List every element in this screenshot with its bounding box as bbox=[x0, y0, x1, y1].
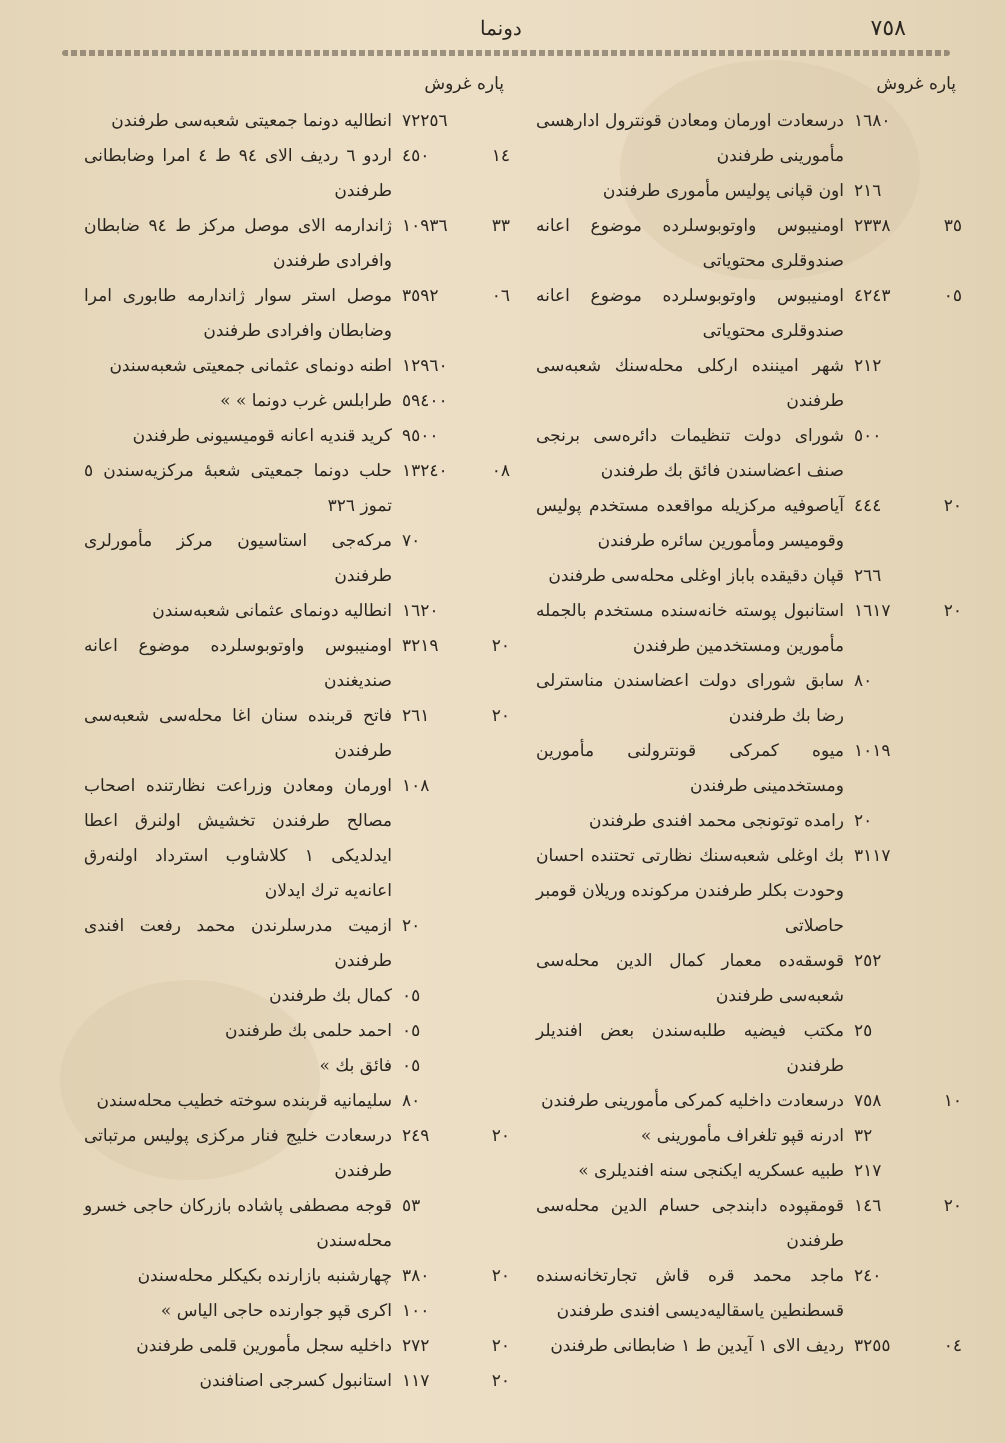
donor-description: فائق بك » bbox=[319, 1056, 392, 1076]
amount-cell bbox=[392, 699, 510, 734]
kurus-value: ٢١٦ bbox=[854, 181, 882, 201]
para-value: ٢٠ bbox=[943, 601, 962, 621]
ledger-entry bbox=[80, 629, 510, 699]
amount-cell bbox=[392, 139, 510, 174]
amount-cell bbox=[392, 769, 510, 804]
kurus-value: ٠٥ bbox=[402, 1021, 421, 1041]
ledger-entry bbox=[532, 804, 962, 839]
kurus-value: ١٣٢٤٠ bbox=[402, 461, 448, 481]
donor-description: ژاندارمه الای موصل مرکز ط ٩٤ ضابطان وافرادی طرفندن bbox=[84, 216, 392, 271]
ledger-entry bbox=[80, 1259, 510, 1294]
kurus-value: ٧٠ bbox=[402, 531, 421, 551]
kurus-value: ٣٢٥٥ bbox=[854, 1336, 891, 1356]
para-value bbox=[936, 944, 962, 979]
para-value bbox=[936, 839, 962, 874]
donor-description: سابق شورای دولت اعضاسندن مناسترلی رضا بك طرفندن bbox=[536, 671, 844, 726]
ledger-entry bbox=[532, 1154, 962, 1189]
amount-cell bbox=[844, 1259, 962, 1294]
kurus-value: ١٠١٩ bbox=[854, 741, 891, 761]
column-heading: پاره غروش bbox=[424, 74, 504, 94]
donor-description: طرابلس غرب دونما » » bbox=[220, 391, 392, 411]
donor-description: ردیف الای ١ آیدین ط ١ ضابطانی طرفندن bbox=[550, 1336, 844, 1356]
para-value: ٠٤ bbox=[943, 1336, 962, 1356]
donor-description: اردو ٦ ردیف الای ٩٤ ط ٤ امرا وضابطانی طرفندن bbox=[84, 146, 392, 201]
kurus-value: ٨٠ bbox=[402, 1091, 421, 1111]
kurus-value: ٣٢١٩ bbox=[402, 636, 439, 656]
amount-cell bbox=[844, 1084, 962, 1119]
para-value bbox=[936, 1154, 962, 1189]
kurus-value: ١٦١٧ bbox=[854, 601, 891, 621]
ledger-entry bbox=[532, 1259, 962, 1329]
amount-cell bbox=[844, 1014, 962, 1049]
donor-description: استانبول کسرجی اصنافندن bbox=[199, 1371, 392, 1391]
ledger-entry bbox=[80, 419, 510, 454]
amount-cell bbox=[392, 384, 510, 419]
donor-description: موصل استر سوار ژاندارمه طابوری امرا وضابطان وافرادی طرفندن bbox=[84, 286, 392, 341]
kurus-value: ٢٤٩ bbox=[402, 1126, 430, 1146]
entry-list bbox=[532, 104, 962, 1364]
donor-description: اومنیبوس واوتوبوسلرده موضوع اعانه صندوقلری محتویاتی bbox=[536, 216, 844, 271]
amount-cell bbox=[392, 594, 510, 629]
amount-cell bbox=[392, 1189, 510, 1224]
para-value bbox=[936, 174, 962, 209]
para-value bbox=[936, 804, 962, 839]
ledger-entry bbox=[80, 699, 510, 769]
ledger-entry bbox=[532, 559, 962, 594]
kurus-value: ٢٤٠ bbox=[854, 1266, 882, 1286]
para-value bbox=[936, 1119, 962, 1154]
donor-description: شورای دولت تنظیمات دائره‌سی برنجی صنف اعضاسندن فائق بك طرفندن bbox=[536, 426, 844, 481]
kurus-value: ٢٠ bbox=[854, 811, 873, 831]
para-value: ١٤ bbox=[491, 146, 510, 166]
para-value bbox=[484, 594, 510, 629]
donor-description: احمد حلمی بك طرفندن bbox=[225, 1021, 392, 1041]
left-column bbox=[80, 70, 510, 1399]
ledger-entry bbox=[80, 1294, 510, 1329]
amount-cell bbox=[392, 629, 510, 664]
donor-description: درسعادت داخلیه کمرکی مأمورینی طرفندن bbox=[541, 1091, 844, 1111]
amount-cell bbox=[844, 944, 962, 979]
amount-cell bbox=[392, 1084, 510, 1119]
para-value bbox=[484, 1014, 510, 1049]
para-value bbox=[936, 1259, 962, 1294]
ledger-entry bbox=[80, 769, 510, 909]
para-value: ٢٠ bbox=[491, 636, 510, 656]
entry-list bbox=[80, 104, 510, 1399]
para-value: ٢٠ bbox=[943, 1196, 962, 1216]
kurus-value: ٠٥ bbox=[402, 986, 421, 1006]
para-value: ١٠ bbox=[943, 1091, 962, 1111]
ledger-entry bbox=[532, 174, 962, 209]
amount-cell bbox=[844, 1119, 962, 1154]
para-value bbox=[484, 1049, 510, 1084]
para-value: ٢٠ bbox=[491, 1126, 510, 1146]
para-value: ٠٥ bbox=[943, 286, 962, 306]
donor-description: اون قپانی پولیس مأموری طرفندن bbox=[602, 181, 844, 201]
donor-description: شهر امیننده ارکلی محله‌سنك شعبه‌سی طرفندن bbox=[536, 356, 844, 411]
para-value: ٢٠ bbox=[491, 706, 510, 726]
para-value bbox=[484, 349, 510, 384]
amount-cell bbox=[392, 279, 510, 314]
para-value bbox=[936, 559, 962, 594]
para-value bbox=[484, 1294, 510, 1329]
amount-cell bbox=[392, 454, 510, 489]
amount-cell bbox=[392, 1119, 510, 1154]
kurus-value: ٢١٢ bbox=[854, 356, 882, 376]
donor-description: ازمیت مدرسلرندن محمد رفعت افندی طرفندن bbox=[84, 916, 392, 971]
para-value: ٣٥ bbox=[943, 216, 962, 236]
donor-description: کمال بك طرفندن bbox=[269, 986, 392, 1006]
header-rule bbox=[62, 50, 950, 56]
kurus-value: ١٦٢٠ bbox=[402, 601, 439, 621]
para-value bbox=[936, 419, 962, 454]
ledger-entry bbox=[532, 279, 962, 349]
donor-description: قومقپوده دابندجی حسام الدین محله‌سی طرفندن bbox=[536, 1196, 844, 1251]
para-value bbox=[484, 1189, 510, 1224]
kurus-value: ٤٥٠ bbox=[402, 146, 430, 166]
ledger-entry bbox=[80, 979, 510, 1014]
amount-cell bbox=[844, 489, 962, 524]
kurus-value: ٥٣ bbox=[402, 1196, 421, 1216]
amount-cell bbox=[844, 279, 962, 314]
donor-description: رامده توتونجی محمد افندی طرفندن bbox=[589, 811, 844, 831]
ledger-entry bbox=[80, 384, 510, 419]
donor-description: انطالیه دونما جمعیتی شعبه‌سی طرفندن bbox=[111, 111, 392, 131]
kurus-value: ٠٥ bbox=[402, 1056, 421, 1076]
page-number: ٧٥٨ bbox=[870, 16, 906, 41]
ledger-entry bbox=[532, 349, 962, 419]
ledger-entry bbox=[532, 1119, 962, 1154]
donor-description: داخلیه سجل مأمورین قلمی طرفندن bbox=[136, 1336, 392, 1356]
donor-description: انطالیه دونمای عثمانی شعبه‌سندن bbox=[152, 601, 392, 621]
kurus-value: ٥٩٤٠٠ bbox=[402, 391, 448, 411]
ledger-entry bbox=[532, 839, 962, 944]
ledger-entry bbox=[532, 664, 962, 734]
ledger-entry bbox=[532, 594, 962, 664]
kurus-value: ٤٢٤٣ bbox=[854, 286, 891, 306]
donor-description: کرید قندیه اعانه قومیسیونی طرفندن bbox=[132, 426, 392, 446]
donor-description: درسعادت اورمان ومعادن قونترول ادارهسی مأمورینی طرفندن bbox=[536, 111, 844, 166]
amount-cell bbox=[392, 1294, 510, 1329]
donor-description: حلب دونما جمعیتی شعبهٔ مرکزیه‌سندن ٥ تموز ٣٢٦ bbox=[84, 461, 392, 516]
para-value: ٢٠ bbox=[491, 1371, 510, 1391]
ledger-entry bbox=[80, 139, 510, 209]
donor-description: درسعادت خلیج فنار مرکزی پولیس مرتباتی طرفندن bbox=[84, 1126, 392, 1181]
ledger-entry bbox=[532, 489, 962, 559]
right-column bbox=[532, 70, 962, 1364]
ledger-entry bbox=[80, 1049, 510, 1084]
ledger-entry bbox=[532, 104, 962, 174]
ledger-entry bbox=[80, 1329, 510, 1364]
ledger-entry bbox=[80, 1119, 510, 1189]
kurus-value: ٢٥ bbox=[854, 1021, 873, 1041]
donor-description: مکتب فیضیه طلبه‌سندن بعض افندیلر طرفندن bbox=[536, 1021, 844, 1076]
ledger-entry bbox=[532, 944, 962, 1014]
kurus-value: ١٠٩٣٦ bbox=[402, 216, 448, 236]
amount-cell bbox=[844, 174, 962, 209]
page-header bbox=[60, 16, 946, 46]
kurus-value: ١٢٩٦٠ bbox=[402, 356, 448, 376]
amount-cell bbox=[844, 839, 962, 874]
amount-cell bbox=[844, 804, 962, 839]
amount-cell bbox=[392, 349, 510, 384]
kurus-value: ٧٥٨ bbox=[854, 1091, 882, 1111]
ledger-entry bbox=[80, 1189, 510, 1259]
para-value: ٢٠ bbox=[491, 1266, 510, 1286]
para-value bbox=[936, 664, 962, 699]
donor-description: قوسقه‌ده معمار کمال الدین محله‌سی شعبه‌سی طرفندن bbox=[536, 951, 844, 1006]
kurus-value: ٢٦٦ bbox=[854, 566, 882, 586]
amount-cell bbox=[844, 734, 962, 769]
donor-description: مرکه‌جی استاسیون مرکز مأمورلری طرفندن bbox=[84, 531, 392, 586]
amount-cell bbox=[392, 909, 510, 944]
kurus-value: ٣٨٠ bbox=[402, 1266, 430, 1286]
amount-cell bbox=[844, 1189, 962, 1224]
para-value bbox=[484, 104, 510, 139]
donor-description: میوه کمرکی قونترولنی مأمورین ومستخدمینی طرفندن bbox=[536, 741, 844, 796]
ledger-entry bbox=[532, 1329, 962, 1364]
donor-description: قوجه مصطفی پاشاده بازرکان حاجی خسرو محله‌سندن bbox=[84, 1196, 392, 1251]
donor-description: فاتح قربنده سنان اغا محله‌سی شعبه‌سی طرفندن bbox=[84, 706, 392, 761]
para-value bbox=[484, 909, 510, 944]
amount-cell bbox=[844, 419, 962, 454]
kurus-value: ٩٥٠٠ bbox=[402, 426, 439, 446]
kurus-value: ٢٧٢ bbox=[402, 1336, 430, 1356]
donor-description: بك اوغلی شعبه‌سنك نظارتی تحتنده احسان وحودت بکلر طرفندن مرکونده وریلان قومبر حاصلاتی bbox=[536, 846, 844, 936]
amount-cell bbox=[844, 1154, 962, 1189]
amount-cell bbox=[844, 594, 962, 629]
amount-cell bbox=[392, 1014, 510, 1049]
ledger-entry bbox=[80, 524, 510, 594]
donor-description: اورمان ومعادن وزراعت نظارتنده اصحاب مصالح طرفندن تخشیش اولنرق اعطا ایدلدیکی ١ کلاشاوب استرداد اولنه‌رق اعانه‌یه ترك ایدلان bbox=[84, 776, 392, 901]
para-value bbox=[936, 1014, 962, 1049]
para-value bbox=[484, 1084, 510, 1119]
kurus-value: ١١٧ bbox=[402, 1371, 430, 1391]
para-value: ٢٠ bbox=[491, 1336, 510, 1356]
para-value bbox=[936, 349, 962, 384]
kurus-value: ١٠٨ bbox=[402, 776, 430, 796]
ledger-entry bbox=[80, 209, 510, 279]
donor-description: ادرنه قپو تلغراف مأمورینی » bbox=[640, 1126, 844, 1146]
ledger-entry bbox=[532, 1084, 962, 1119]
kurus-value: ٣٢ bbox=[854, 1126, 873, 1146]
para-value: ٠٨ bbox=[491, 461, 510, 481]
kurus-value: ٤٤٤ bbox=[854, 496, 882, 516]
para-value bbox=[936, 104, 962, 139]
amount-cell bbox=[844, 664, 962, 699]
kurus-value: ١٠٠ bbox=[402, 1301, 430, 1321]
amount-cell bbox=[392, 1259, 510, 1294]
kurus-value: ٣٥٩٢ bbox=[402, 286, 439, 306]
amount-cell bbox=[392, 524, 510, 559]
para-value: ٢٠ bbox=[943, 496, 962, 516]
para-value bbox=[484, 384, 510, 419]
kurus-value: ٢٠ bbox=[402, 916, 421, 936]
para-value: ٣٣ bbox=[491, 216, 510, 236]
donor-description: طبیه عسکریه ایکنجی سنه افندیلری » bbox=[578, 1161, 844, 1181]
para-value bbox=[484, 979, 510, 1014]
amount-cell bbox=[392, 104, 510, 139]
kurus-value: ٥٠٠ bbox=[854, 426, 882, 446]
donor-description: اومنیبوس واوتوبوسلرده موضوع اعانه صندیغندن bbox=[84, 636, 392, 691]
kurus-value: ٢٥٢ bbox=[854, 951, 882, 971]
kurus-value: ٨٠ bbox=[854, 671, 873, 691]
amount-cell bbox=[844, 559, 962, 594]
donor-description: سلیمانیه قربنده سوخته خطیب محله‌سندن bbox=[96, 1091, 392, 1111]
amount-cell bbox=[392, 419, 510, 454]
ledger-entry bbox=[532, 209, 962, 279]
para-value: ٠٦ bbox=[491, 286, 510, 306]
donor-description: چهارشنبه بازارنده بکیکلر محله‌سندن bbox=[137, 1266, 392, 1286]
ledger-entry bbox=[80, 1014, 510, 1049]
para-value bbox=[484, 419, 510, 454]
kurus-value: ١٦٨٠ bbox=[854, 111, 891, 131]
ledger-entry bbox=[80, 104, 510, 139]
ledger-entry bbox=[80, 594, 510, 629]
donor-description: ماجد محمد قره قاش تجارتخانه‌سنده قسطنطین یاسقالیه‌دیسی افندی طرفندن bbox=[536, 1266, 844, 1321]
para-value bbox=[484, 524, 510, 559]
para-value bbox=[936, 734, 962, 769]
amount-cell bbox=[392, 979, 510, 1014]
kurus-value: ٣١١٧ bbox=[854, 846, 891, 866]
ledger-entry bbox=[80, 1084, 510, 1119]
ledger-entry bbox=[532, 734, 962, 804]
ledger-entry bbox=[532, 1189, 962, 1259]
ledger-entry bbox=[80, 454, 510, 524]
donor-description: قپان دقیقده باباز اوغلی محله‌سی طرفندن bbox=[548, 566, 844, 586]
donor-description: اومنیبوس واوتوبوسلرده موضوع اعانه صندوقلری محتویاتی bbox=[536, 286, 844, 341]
amount-cell bbox=[392, 1329, 510, 1364]
kurus-value: ٢٦١ bbox=[402, 706, 430, 726]
kurus-value: ١٤٦ bbox=[854, 1196, 882, 1216]
ledger-entry bbox=[80, 1364, 510, 1399]
ledger-entry bbox=[532, 419, 962, 489]
amount-cell bbox=[844, 209, 962, 244]
ledger-entry bbox=[80, 279, 510, 349]
ledger-entry bbox=[80, 349, 510, 384]
donor-description: اکری قپو جوارنده حاجی الیاس » bbox=[160, 1301, 392, 1321]
ledger-entry bbox=[80, 909, 510, 979]
amount-cell bbox=[392, 1364, 510, 1399]
ledger-entry bbox=[532, 1014, 962, 1084]
donor-description: اطنه دونمای عثمانی جمعیتی شعبه‌سندن bbox=[109, 356, 392, 376]
kurus-value: ٢٣٣٨ bbox=[854, 216, 891, 236]
donor-description: استانبول پوسته خانه‌سنده مستخدم بالجمله مأمورین ومستخدمین طرفندن bbox=[536, 601, 844, 656]
running-title: دونما bbox=[480, 16, 522, 40]
kurus-value: ٧٢٢٥٦ bbox=[402, 111, 448, 131]
amount-cell bbox=[392, 1049, 510, 1084]
amount-cell bbox=[392, 209, 510, 244]
amount-cell bbox=[844, 349, 962, 384]
para-value bbox=[484, 769, 510, 804]
column-heading: پاره غروش bbox=[876, 74, 956, 94]
kurus-value: ٢١٧ bbox=[854, 1161, 882, 1181]
amount-cell bbox=[844, 104, 962, 139]
donor-description: آیاصوفیه مرکزیله مواقعده مستخدم پولیس وقومیسر ومأمورین سائره طرفندن bbox=[536, 496, 844, 551]
amount-cell bbox=[844, 1329, 962, 1364]
